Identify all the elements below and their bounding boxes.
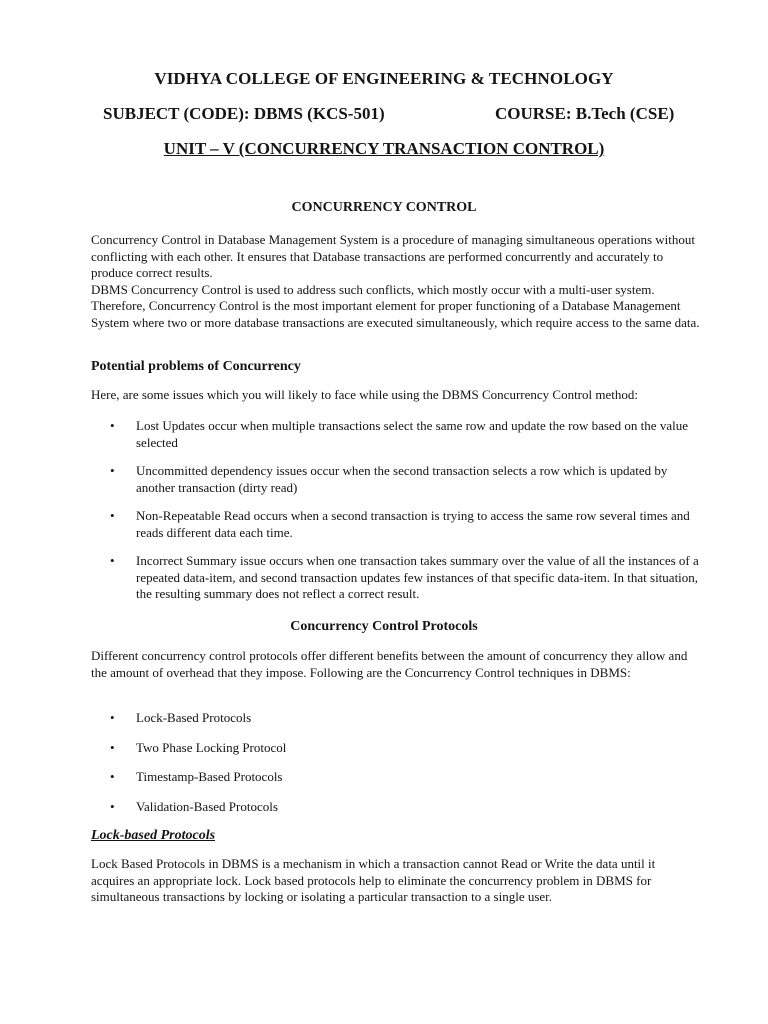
section-title-concurrency-control: CONCURRENCY CONTROL xyxy=(291,200,477,215)
protocols-list xyxy=(91,710,701,815)
list-item: • Validation-Based Protocols xyxy=(110,798,278,814)
list-item: • Timestamp-Based Protocols xyxy=(110,769,283,784)
bullet-icon: • xyxy=(110,418,115,433)
bullet-icon: • xyxy=(110,463,115,478)
course-name: COURSE: B.Tech (CSE) xyxy=(495,104,675,123)
protocols-heading: Concurrency Control Protocols xyxy=(290,619,478,634)
list-item: • Lock-Based Protocols xyxy=(110,710,252,725)
intro-paragraphs xyxy=(91,232,701,331)
bullet-icon: • xyxy=(110,798,115,814)
potential-problems-heading: Potential problems of Concurrency xyxy=(91,359,301,374)
bullet-icon: • xyxy=(110,710,115,725)
bullet-icon: • xyxy=(110,739,115,755)
list-item: • Two Phase Locking Protocol xyxy=(110,739,287,755)
list-item: • Uncommitted dependency issues occur when the second transaction selects a row which is updated by another transaction (dirty read) xyxy=(110,463,668,495)
college-name: VIDHYA COLLEGE OF ENGINEERING & TECHNOLOGY xyxy=(154,69,614,88)
list-item: • Incorrect Summary issue occurs when one transaction takes summary over the value of all the instances of a repeated data-item, and second transaction updates few instances of that specific data-item. In that situation, the resulting summary does not reflect a correct result. xyxy=(110,553,699,601)
unit-title: UNIT – V (CONCURRENCY TRANSACTION CONTROL) xyxy=(163,139,605,158)
subject-code: SUBJECT (CODE): DBMS (KCS-501) xyxy=(103,104,385,123)
list-item: • Non-Repeatable Read occurs when a second transaction is trying to access the same row several times and reads different data each time. xyxy=(110,508,690,540)
problems-intro: Here, are some issues which you will likely to face while using the DBMS Concurrency Control method: xyxy=(91,387,638,402)
intro-paragraph-2: DBMS Concurrency Control is used to address such conflicts, which mostly occur with a multi-user system. Therefore, Concurrency Control is the most important element for proper functioning of a Database Management System where two or more database transactions are executed simultaneously, which require access to the same data. xyxy=(91,281,700,330)
problems-list xyxy=(91,418,701,603)
lock-based-protocols-heading: Lock-based Protocols xyxy=(91,828,216,843)
lock-based-paragraph: Lock Based Protocols in DBMS is a mechanism in which a transaction cannot Read or Write the data until it acquires an appropriate lock. Lock based protocols help to eliminate the concurrency problem in DBMS for simultaneous transactions by locking or isolating a particular transaction to a single user. xyxy=(91,856,656,904)
list-item: • Lost Updates occur when multiple transactions select the same row and update the row based on the value selected xyxy=(110,418,688,450)
intro-paragraph-1: Concurrency Control in Database Management System is a procedure of managing simultaneous operations without conflicting with each other. It ensures that Database transactions are performed concurrently and accurately to produce correct results. xyxy=(91,232,695,280)
protocols-intro: Different concurrency control protocols offer different benefits between the amount of concurrency they allow and the amount of overhead that they impose. Following are the Concurrency Control techniques in DBMS: xyxy=(91,648,688,680)
bullet-icon: • xyxy=(110,553,115,568)
bullet-icon: • xyxy=(110,769,115,784)
bullet-icon: • xyxy=(110,508,115,523)
